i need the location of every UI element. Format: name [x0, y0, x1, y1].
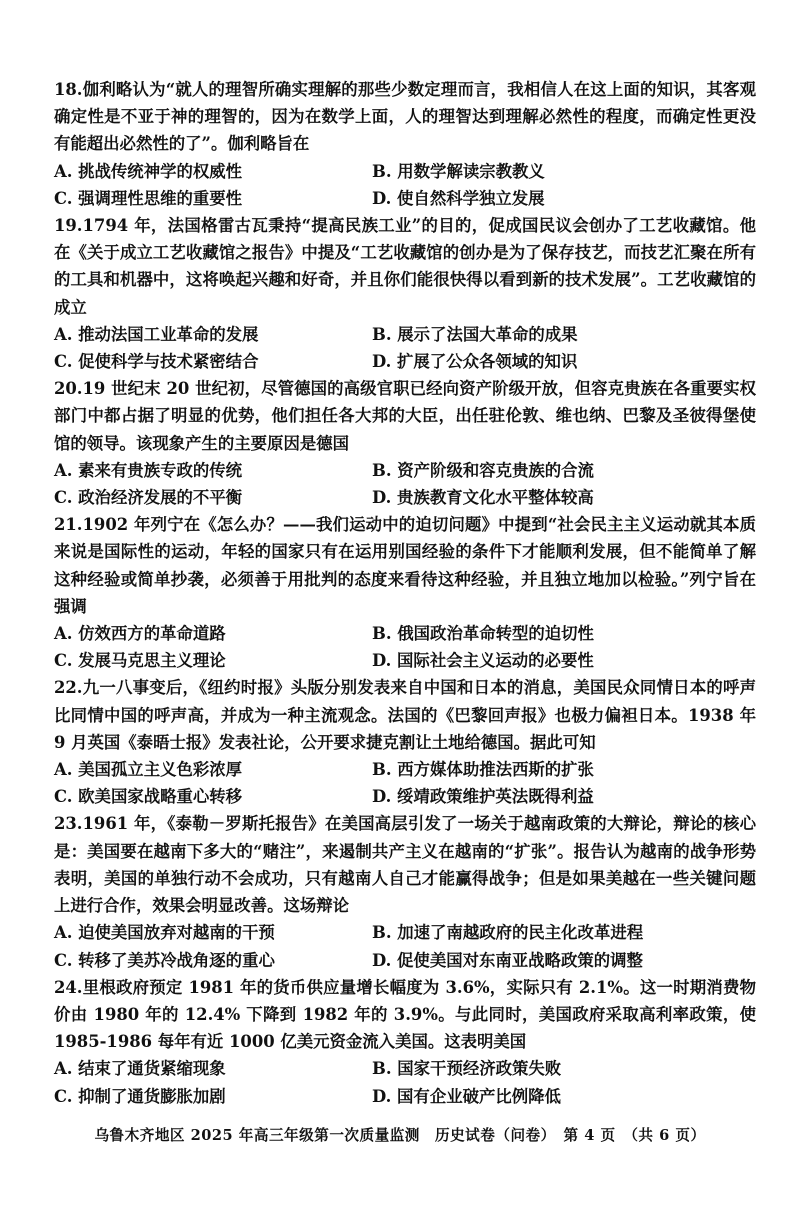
- option-a: A. 迫使美国放弃对越南的干预: [54, 923, 275, 943]
- question-20: [54, 375, 756, 511]
- option-d: D. 绥靖政策维护英法既得利益: [372, 787, 594, 807]
- option-b: B. 西方媒体助推法西斯的扩张: [372, 760, 594, 780]
- question-18: [54, 76, 756, 212]
- option-c: C. 转移了美苏冷战角逐的重心: [54, 950, 275, 970]
- page-footer: 乌鲁木齐地区 2025 年高三年级第一次质量监测 历史试卷（问卷） 第 4 页 （共 6 页）: [94, 1127, 706, 1144]
- option-d: D. 国有企业破产比例降低: [372, 1086, 561, 1106]
- question-number: 22.: [54, 678, 83, 698]
- question-number: 18.: [54, 80, 83, 99]
- options: [54, 1055, 756, 1109]
- question-24: [54, 974, 756, 1110]
- option-a: A. 美国孤立主义色彩浓厚: [54, 760, 243, 780]
- question-number: 19.: [54, 216, 83, 236]
- options: [54, 321, 756, 375]
- options: [54, 457, 756, 511]
- option-b: B. 展示了法国大革命的成果: [372, 324, 578, 344]
- question-text: 1794 年，法国格雷古瓦秉持“提高民族工业”的目的，促成国民议会创办了工艺收藏馆。他在《关于成立工艺收藏馆之报告》中提及“工艺收藏馆的创办是为了保存技艺，而技艺汇聚在所有的工具和机器中，这将唤起兴趣和好奇，并且你们能很快得以看到新的技术发展”。工艺收藏馆的成立: [54, 216, 756, 317]
- question-19: [54, 212, 756, 375]
- options: [54, 620, 756, 674]
- question-number: 23.: [54, 814, 83, 834]
- option-b: B. 资产阶级和容克贵族的合流: [372, 460, 594, 480]
- option-b: B. 加速了南越政府的民主化改革进程: [372, 923, 644, 943]
- option-a: A. 推动法国工业革命的发展: [54, 324, 259, 344]
- option-d: D. 促使美国对东南亚战略政策的调整: [372, 950, 643, 970]
- options: [54, 919, 756, 973]
- question-text: 1961 年，《泰勒－罗斯托报告》在美国高层引发了一场关于越南政策的大辩论，辩论的核心是：美国要在越南下多大的“赌注”，来遏制共产主义在越南的“扩张”。报告认为越南的战争形势表明，美国的单独行动不会成功，只有越南人自己才能赢得战争；但是如果美越在一些关键问题上进行合作，效果会明显改善。这场辩论: [54, 814, 756, 916]
- option-a: A. 挑战传统神学的权威性: [54, 161, 243, 181]
- option-d: D. 国际社会主义运动的必要性: [372, 651, 594, 671]
- option-b: B. 用数学解读宗教教义: [372, 161, 545, 181]
- option-c: C. 政治经济发展的不平衡: [54, 488, 243, 508]
- question-21: [54, 511, 756, 674]
- question-text: 伽利略认为“就人的理智所确实理解的那些少数定理而言，我相信人在这上面的知识，其客观确定性是不亚于神的理智的，因为在数学上面，人的理智达到理解必然性的程度，而确定性更没有能超出必然性的了”。伽利略旨在: [54, 80, 756, 154]
- options: [54, 756, 756, 810]
- option-c: C. 抑制了通货膨胀加剧: [54, 1086, 226, 1106]
- question-text: 九一八事变后，《纽约时报》头版分别发表来自中国和日本的消息，美国民众同情日本的呼声比同情中国的呼声高，并成为一种主流观念。法国的《巴黎回声报》也极力偏袒日本。1938 年 9 月英国《泰晤士报》发表社论，公开要求捷克割让土地给德国。据此可知: [54, 678, 756, 752]
- option-c: C. 欧美国家战略重心转移: [54, 787, 243, 807]
- option-c: C. 促使科学与技术紧密结合: [54, 352, 259, 372]
- question-23: [54, 810, 756, 973]
- question-text: 里根政府预定 1981 年的货币供应量增长幅度为 3.6%，实际只有 2.1%。这一时期消费物价由 1980 年的 12.4% 下降到 1982 年的 3.9%。与此同时，美国政府采取高利率政策，使 1985-1986 每年有近 1000 亿美元资金流入美国。这表明美国: [54, 977, 756, 1052]
- option-a: A. 素来有贵族专政的传统: [54, 460, 243, 480]
- question-number: 24.: [54, 977, 83, 997]
- question-text: 19 世纪末 20 世纪初，尽管德国的高级官职已经向资产阶级开放，但容克贵族在各重要实权部门中都占据了明显的优势，他们担任各大邦的大臣，出任驻伦敦、维也纳、巴黎及圣彼得堡使馆的领导。该现象产生的主要原因是德国: [54, 379, 756, 453]
- option-a: A. 仿效西方的革命道路: [54, 624, 226, 644]
- option-d: D. 扩展了公众各领域的知识: [372, 352, 578, 372]
- option-c: C. 发展马克思主义理论: [54, 651, 226, 671]
- option-d: D. 使自然科学独立发展: [372, 188, 545, 208]
- options: [54, 158, 756, 212]
- option-b: B. 俄国政治革命转型的迫切性: [372, 624, 594, 644]
- question-22: [54, 674, 756, 810]
- question-text: 1902 年列宁在《怎么办？——我们运动中的迫切问题》中提到“社会民主主义运动就其本质来说是国际性的运动，年轻的国家只有在运用别国经验的条件下才能顺利发展，但不能简单了解这种经验或简单抄袭，必须善于用批判的态度来看待这种经验，并且独立地加以检验。”列宁旨在强调: [54, 515, 756, 616]
- question-number: 21.: [54, 515, 83, 535]
- question-number: 20.: [54, 379, 83, 399]
- option-c: C. 强调理性思维的重要性: [54, 188, 243, 208]
- option-b: B. 国家干预经济政策失败: [372, 1059, 562, 1079]
- option-a: A. 结束了通货紧缩现象: [54, 1059, 226, 1079]
- option-d: D. 贵族教育文化水平整体较高: [372, 488, 594, 508]
